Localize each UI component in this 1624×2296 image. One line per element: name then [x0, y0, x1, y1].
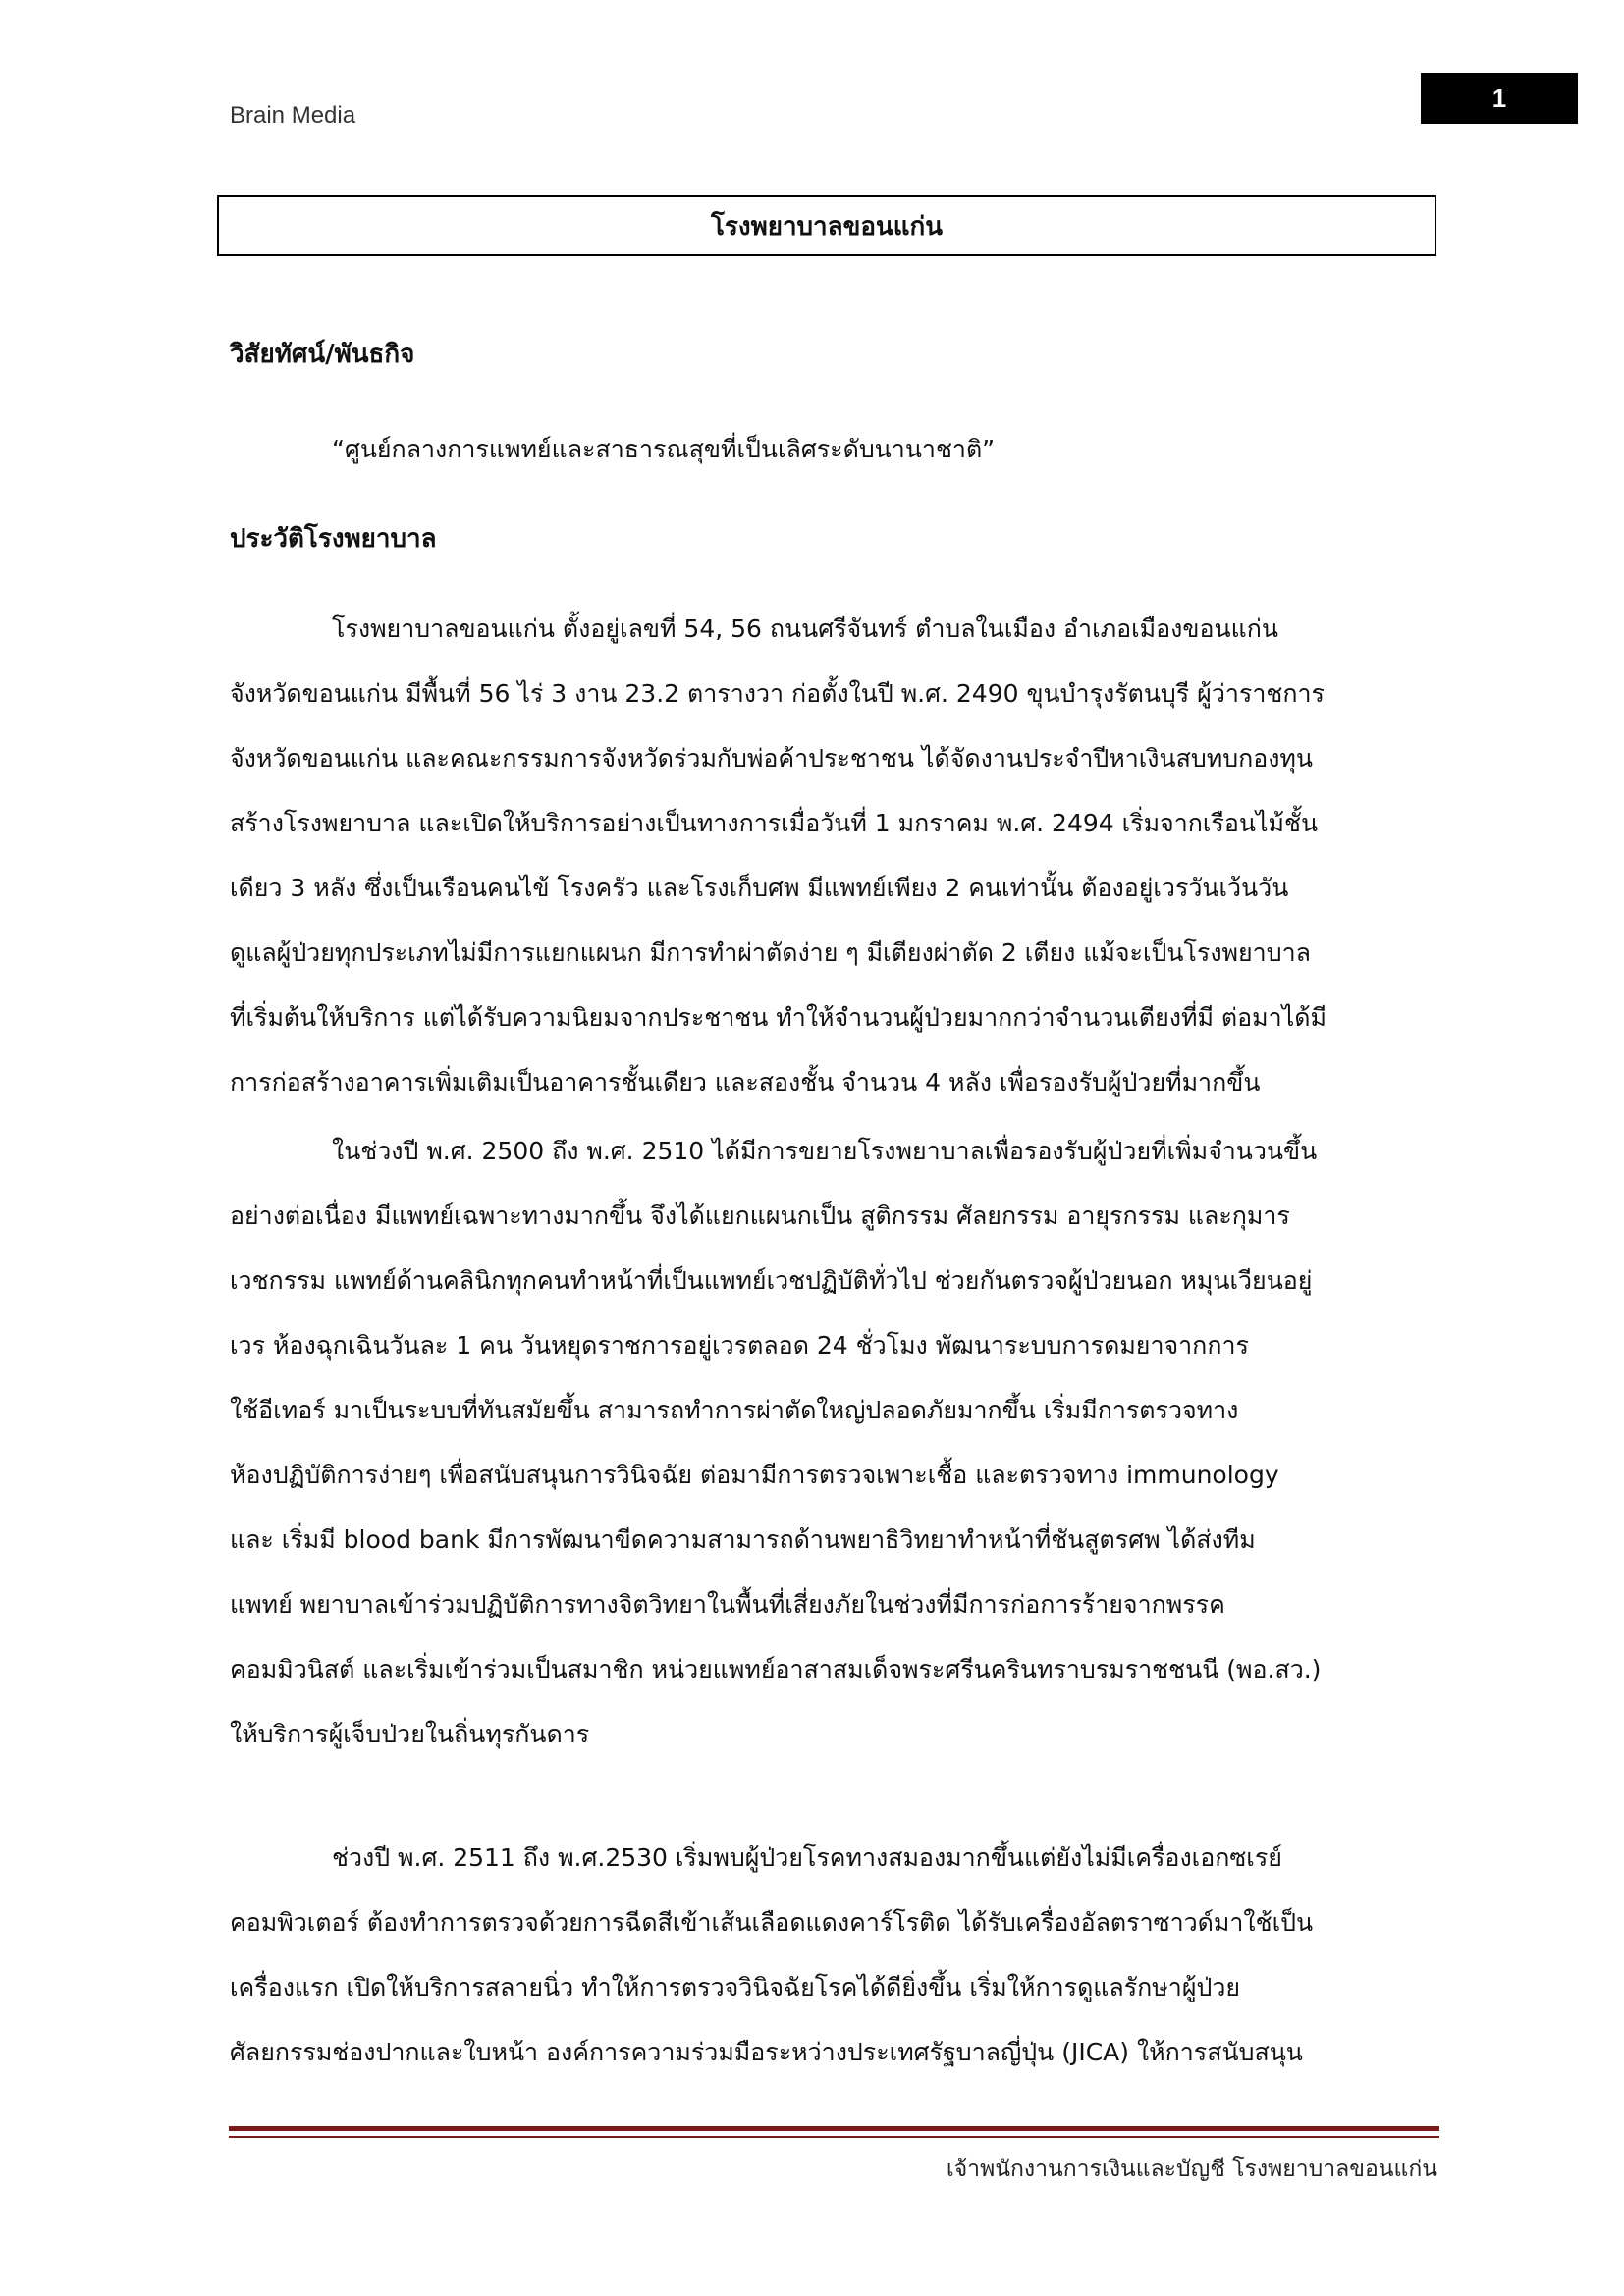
text-line: แพทย์ พยาบาลเข้าร่วมปฏิบัติการทางจิตวิทยาในพื้นที่เสี่ยงภัยในช่วงที่มีการก่อการร้ายจากพรรค [230, 1590, 1225, 1619]
header-brand: Brain Media [230, 102, 356, 129]
footer-divider [229, 2126, 1439, 2131]
text-line: เวร ห้องฉุกเฉินวันละ 1 คน วันหยุดราชการอยู่เวรตลอด 24 ชั่วโมง พัฒนาระบบการดมยาจากการ [230, 1331, 1249, 1360]
text-line: เครื่องแรก เปิดให้บริการสลายนิ่ว ทำให้การตรวจวินิจฉัยโรคได้ดียิ่งขึ้น เริ่มให้การดูแลรักษาผู้ป่วย [230, 1973, 1241, 2002]
text-line: เวชกรรม แพทย์ด้านคลินิกทุกคนทำหน้าที่เป็นแพทย์เวชปฏิบัติทั่วไป ช่วยกันตรวจผู้ป่วยนอก หมุนเวียนอยู่ [230, 1266, 1313, 1295]
vision-heading: วิสัยทัศน์/พันธกิจ [230, 340, 415, 369]
history-paragraph-1 [230, 597, 1437, 1115]
history-paragraph-3 [230, 1826, 1437, 2085]
text-line: ในช่วงปี พ.ศ. 2500 ถึง พ.ศ. 2510 ได้มีการขยายโรงพยาบาลเพื่อรองรับผู้ป่วยที่เพิ่มจำนวนขึ้น [332, 1137, 1318, 1165]
text-line: เดียว 3 หลัง ซึ่งเป็นเรือนคนไข้ โรงครัว และโรงเก็บศพ มีแพทย์เพียง 2 คนเท่านั้น ต้องอยู่เวรวันเว้นวัน [230, 874, 1289, 902]
text-line: ใช้อีเทอร์ มาเป็นระบบที่ทันสมัยขึ้น สามารถทำการผ่าตัดใหญ่ปลอดภัยมากขึ้น เริ่มมีการตรวจทาง [230, 1396, 1239, 1424]
text-line: ศัลยกรรมช่องปากและใบหน้า องค์การความร่วมมือระหว่างประเทศรัฐบาลญี่ปุ่น (JICA) ให้การสนับสนุน [230, 2038, 1303, 2066]
history-heading: ประวัติโรงพยาบาล [230, 524, 437, 554]
footer-divider-thin [229, 2136, 1439, 2138]
text-line: จังหวัดขอนแก่น มีพื้นที่ 56 ไร่ 3 งาน 23.2 ตารางวา ก่อตั้งในปี พ.ศ. 2490 ขุนบำรุงรัตนบุรี ผู้ว่าราชการ [230, 679, 1325, 708]
footer-text: เจ้าพนักงานการเงินและบัญชี โรงพยาบาลขอนแก่น [946, 2157, 1437, 2182]
text-line: การก่อสร้างอาคารเพิ่มเติมเป็นอาคารชั้นเดียว และสองชั้น จำนวน 4 หลัง เพื่อรองรับผู้ป่วยที่มากขึ้น [230, 1068, 1261, 1096]
history-paragraph-2 [230, 1119, 1437, 1767]
text-line: โรงพยาบาลขอนแก่น ตั้งอยู่เลขที่ 54, 56 ถนนศรีจันทร์ ตำบลในเมือง อำเภอเมืองขอนแก่น [332, 614, 1278, 643]
page-number: 1 [1421, 73, 1578, 124]
text-line: สร้างโรงพยาบาล และเปิดให้บริการอย่างเป็นทางการเมื่อวันที่ 1 มกราคม พ.ศ. 2494 เริ่มจากเรือนไม้ชั้น [230, 809, 1319, 837]
text-line: ห้องปฏิบัติการง่ายๆ เพื่อสนับสนุนการวินิจฉัย ต่อมามีการตรวจเพาะเชื้อ และตรวจทาง immunology [230, 1461, 1279, 1489]
text-line: จังหวัดขอนแก่น และคณะกรรมการจังหวัดร่วมกับพ่อค้าประชาชน ได้จัดงานประจำปีหาเงินสบทบกองทุน [230, 744, 1313, 773]
text-line: และ เริ่มมี blood bank มีการพัฒนาขีดความสามารถด้านพยาธิวิทยาทำหน้าที่ชันสูตรศพ ได้ส่งทีม [230, 1525, 1256, 1554]
vision-statement: “ศูนย์กลางการแพทย์และสาธารณสุขที่เป็นเลิศระดับนานาชาติ” [332, 435, 996, 463]
text-line: ที่เริ่มต้นให้บริการ แต่ได้รับความนิยมจากประชาชน ทำให้จำนวนผู้ป่วยมากกว่าจำนวนเตียงที่มี ต่อมาได้มี [230, 1003, 1326, 1032]
text-line: คอมพิวเตอร์ ต้องทำการตรวจด้วยการฉีดสีเข้าเส้นเลือดแดงคาร์โรติด ได้รับเครื่องอัลตราซาวด์มาใช้เป็น [230, 1908, 1314, 1937]
text-line: ช่วงปี พ.ศ. 2511 ถึง พ.ศ.2530 เริ่มพบผู้ป่วยโรคทางสมองมากขึ้นแต่ยังไม่มีเครื่องเอกซเรย์ [332, 1843, 1282, 1872]
document-title: โรงพยาบาลขอนแก่น [217, 195, 1436, 256]
text-line: อย่างต่อเนื่อง มีแพทย์เฉพาะทางมากขึ้น จึงได้แยกแผนกเป็น สูติกรรม ศัลยกรรม อายุรกรรม และกุมาร [230, 1201, 1290, 1230]
text-line: คอมมิวนิสต์ และเริ่มเข้าร่วมเป็นสมาชิก หน่วยแพทย์อาสาสมเด็จพระศรีนครินทราบรมราชชนนี (พอ.สว.) [230, 1655, 1322, 1683]
text-line: ดูแลผู้ป่วยทุกประเภทไม่มีการแยกแผนก มีการทำผ่าตัดง่าย ๆ มีเตียงผ่าตัด 2 เตียง แม้จะเป็นโรงพยาบาล [230, 938, 1311, 967]
text-line: ให้บริการผู้เจ็บป่วยในถิ่นทุรกันดาร [230, 1720, 590, 1748]
